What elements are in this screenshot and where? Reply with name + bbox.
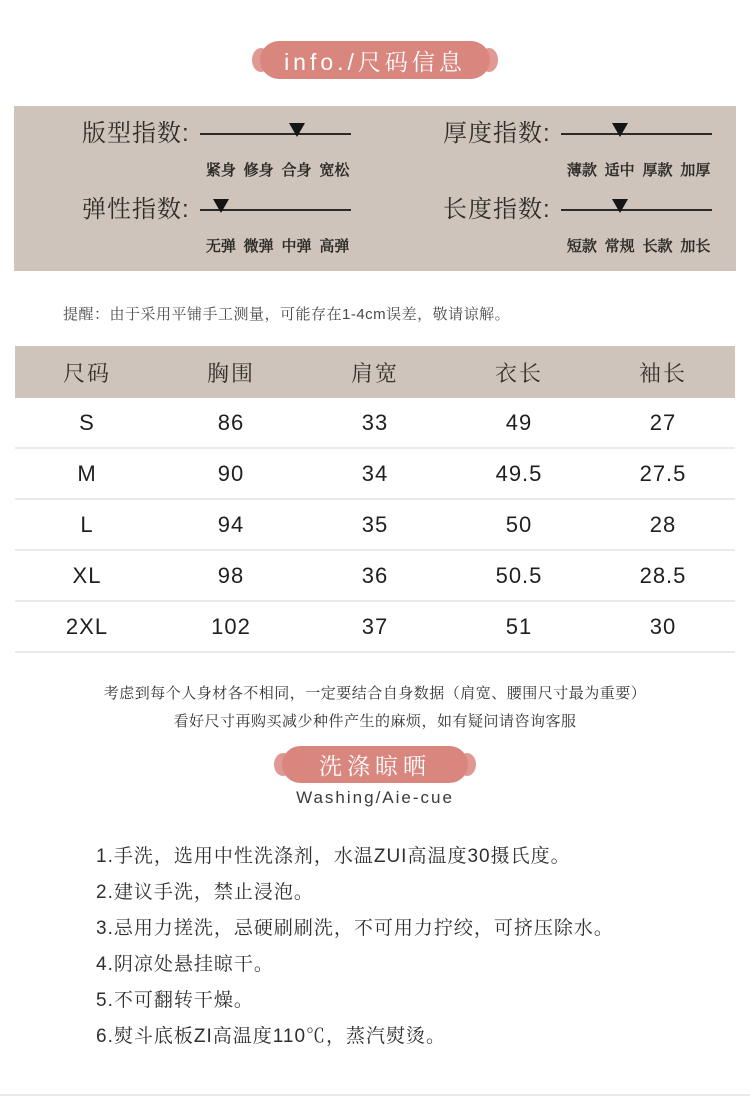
cell-shoulder: 34 [361, 460, 389, 486]
index-fit-scale [200, 119, 351, 189]
scale-label: 厚款 [642, 162, 673, 179]
index-length [375, 195, 736, 271]
table-row [15, 551, 735, 602]
column-header-bust: 胸围 [206, 360, 255, 386]
scale-arrow-icon [612, 199, 628, 213]
washing-instruction: 2.建议手洗，禁止浸泡。 [96, 882, 314, 903]
index-fit-title: 版型指数: [82, 120, 190, 147]
cell-bust: 98 [217, 562, 245, 588]
washing-badge [282, 746, 468, 783]
index-fit [14, 119, 375, 195]
cell-size: XL [72, 562, 102, 588]
table-row [15, 500, 735, 551]
cell-bust: 86 [217, 409, 245, 435]
measurement-reminder: 提醒：由于采用平铺手工测量，可能存在1-4cm误差，敬请谅解。 [63, 306, 511, 323]
index-elasticity-scale [200, 195, 351, 265]
index-thickness-scale [561, 119, 712, 189]
cell-shoulder: 35 [361, 511, 389, 537]
scale-label: 修身 [243, 162, 274, 179]
cell-length: 51 [505, 613, 533, 639]
advisory-note-line2: 看好尺寸再购买减少种件产生的麻烦，如有疑问请咨询客服 [173, 713, 577, 730]
cell-size: 2XL [65, 613, 109, 639]
index-panel [14, 106, 736, 271]
scale-label: 长款 [642, 238, 673, 255]
scale-label: 合身 [281, 162, 312, 179]
index-elasticity [14, 195, 375, 271]
size-info-badge [260, 41, 490, 79]
bottom-divider [0, 1094, 750, 1096]
cell-sleeve: 30 [649, 613, 677, 639]
table-row [15, 449, 735, 500]
table-row [15, 398, 735, 449]
washing-instruction: 3.忌用力搓洗，忌硬刷刷洗，不可用力拧绞，可挤压除水。 [96, 918, 614, 939]
size-info-badge-label: info./尺码信息 [284, 48, 466, 75]
cell-sleeve: 28.5 [639, 562, 687, 588]
cell-shoulder: 33 [361, 409, 389, 435]
cell-length: 49 [505, 409, 533, 435]
scale-label: 中弹 [281, 238, 312, 255]
column-header-shoulder: 肩宽 [350, 360, 399, 386]
scale-label: 宽松 [319, 162, 350, 179]
size-table [15, 346, 735, 653]
scale-label: 高弹 [319, 238, 350, 255]
washing-badge-label: 洗涤晾晒 [319, 753, 431, 779]
scale-arrow-icon [213, 199, 229, 213]
cell-shoulder: 36 [361, 562, 389, 588]
scale-label: 无弹 [205, 238, 236, 255]
advisory-notes [0, 680, 750, 736]
scale-label: 微弹 [243, 238, 274, 255]
scale-label: 短款 [566, 238, 597, 255]
cell-bust: 94 [217, 511, 245, 537]
scale-label: 薄款 [566, 162, 597, 179]
cell-bust: 90 [217, 460, 245, 486]
washing-subtitle: Washing/Aie-cue [296, 788, 454, 807]
scale-line [561, 133, 712, 135]
cell-size: S [79, 409, 95, 435]
scale-arrow-icon [612, 123, 628, 137]
size-table-header [15, 346, 735, 398]
cell-sleeve: 27 [649, 409, 677, 435]
scale-label: 常规 [604, 238, 635, 255]
size-info-page [0, 41, 750, 1055]
index-thickness [375, 119, 736, 195]
table-row [15, 602, 735, 653]
index-thickness-title: 厚度指数: [443, 120, 551, 147]
washing-instruction: 6.熨斗底板ZI高温度110℃，蒸汽熨烫。 [96, 1026, 447, 1047]
washing-instruction: 5.不可翻转干燥。 [96, 990, 254, 1011]
cell-size: M [77, 460, 97, 486]
scale-line [200, 133, 351, 135]
column-header-size: 尺码 [62, 360, 111, 386]
scale-line [561, 209, 712, 211]
cell-bust: 102 [211, 613, 251, 639]
cell-sleeve: 27.5 [639, 460, 687, 486]
cell-sleeve: 28 [649, 511, 677, 537]
cell-length: 50.5 [495, 562, 543, 588]
cell-shoulder: 37 [361, 613, 389, 639]
column-header-length: 衣长 [494, 360, 543, 386]
washing-instruction: 4.阴凉处悬挂晾干。 [96, 954, 274, 975]
index-length-title: 长度指数: [443, 196, 551, 223]
cell-size: L [80, 511, 94, 537]
cell-length: 49.5 [495, 460, 543, 486]
index-elasticity-title: 弹性指数: [82, 196, 190, 223]
advisory-note-line1: 考虑到每个人身材各不相同，一定要结合自身数据（肩宽、腰围尺寸最为重要） [103, 685, 647, 702]
scale-label: 加厚 [680, 162, 711, 179]
washing-instructions [96, 839, 750, 1055]
scale-label: 加长 [680, 238, 711, 255]
scale-arrow-icon [289, 123, 305, 137]
cell-length: 50 [505, 511, 533, 537]
scale-label: 适中 [604, 162, 635, 179]
washing-instruction: 1.手洗，选用中性洗涤剂，水温ZUI高温度30摄氏度。 [96, 846, 571, 867]
scale-label: 紧身 [205, 162, 236, 179]
column-header-sleeve: 袖长 [638, 360, 687, 386]
index-length-scale [561, 195, 712, 265]
